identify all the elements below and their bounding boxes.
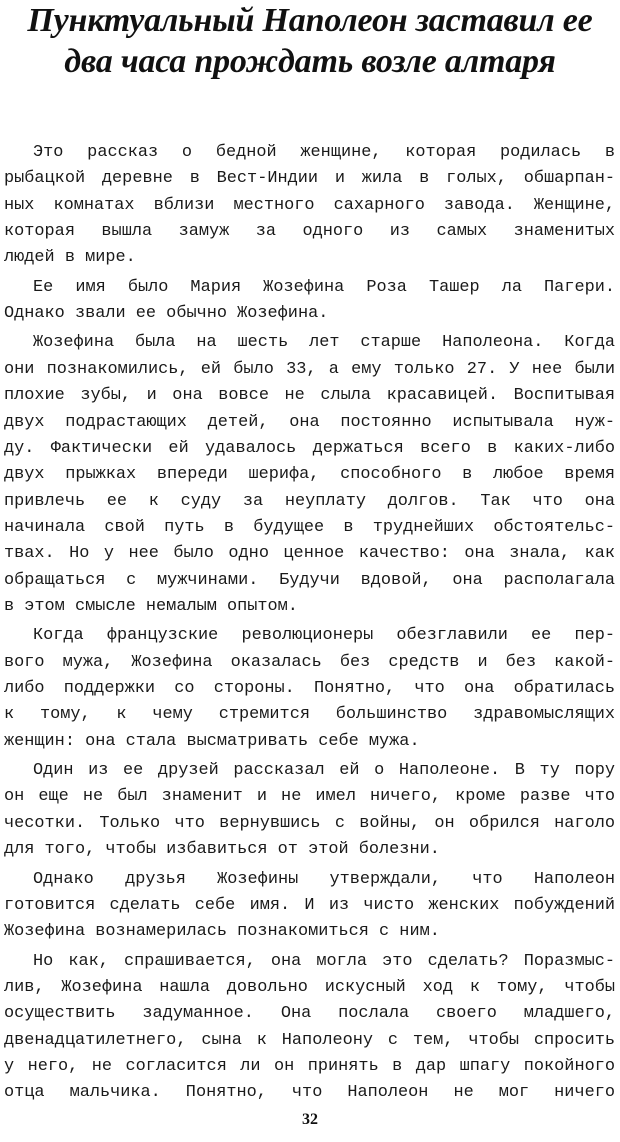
text-line: твах. Но у нее было одно ценное качество: она знала, как bbox=[4, 544, 615, 564]
chapter-title-line-2: два часа прождать возле алтаря bbox=[64, 43, 556, 80]
text-line: он еще не был знаменит и не имел ничего, кроме разве что bbox=[4, 787, 615, 807]
text-line: для того, чтобы избавиться от этой болезни. bbox=[4, 840, 440, 860]
text-line: обращаться с мужчинами. Будучи вдовой, она располагала bbox=[4, 570, 615, 590]
text-line: женщин: она стала высматривать себе мужа. bbox=[4, 731, 420, 751]
text-line: Жозефина была на шесть лет старше Наполеона. Когда bbox=[33, 333, 615, 353]
text-line: Но как, спрашивается, она могла это сделать? Поразмыс- bbox=[33, 951, 615, 971]
text-line: которая вышла замуж за одного из самых знаменитых bbox=[4, 222, 615, 242]
page-number: 32 bbox=[302, 1111, 318, 1128]
text-line: плохие зубы, и она вовсе не слыла красавицей. Воспитывая bbox=[4, 386, 615, 406]
text-line: вого мужа, Жозефина оказалась без средств и без какой- bbox=[4, 652, 615, 672]
text-line: либо поддержки со стороны. Понятно, что она обратилась bbox=[4, 679, 615, 698]
text-line: Один из ее друзей рассказал ей о Наполеоне. В ту пору bbox=[33, 761, 615, 781]
text-line: ду. Фактически ей удавалось держаться всего в каких-либо bbox=[4, 438, 615, 458]
text-line: в этом смысле немалым опытом. bbox=[4, 597, 298, 616]
text-line: они познакомились, ей было 33, а ему только 27. У нее были bbox=[4, 359, 615, 379]
text-line: Однако друзья Жозефины утверждали, что Наполеон bbox=[33, 869, 615, 889]
text-line: Когда французские революционеры обезглавили ее пер- bbox=[33, 626, 615, 646]
text-line: начинала свой путь в будущее в труднейших обстоятельс- bbox=[4, 517, 615, 537]
text-line: людей в мире. bbox=[4, 248, 136, 268]
text-line: привлечь ее к суду за неуплату долгов. Так что она bbox=[4, 491, 615, 511]
text-line: Это рассказ о бедной женщине, которая родилась в bbox=[33, 143, 615, 162]
chapter-title-line-1: Пунктуальный Наполеон заставил ее bbox=[27, 2, 593, 39]
chapter-title bbox=[0, 0, 620, 82]
text-line: осуществить задуманное. Она послала своего младшего, bbox=[4, 1004, 615, 1024]
text-line: готовится сделать себе имя. И из чисто женских побуждений bbox=[4, 895, 615, 915]
text-line: лив, Жозефина нашла довольно искусный ход к тому, чтобы bbox=[4, 977, 615, 997]
text-line: Ее имя было Мария Жозефина Роза Ташер ла Пагери. bbox=[33, 277, 615, 297]
text-line: двух прыжках впереди шерифа, способного в любое время bbox=[4, 465, 615, 485]
text-line: двух подрастающих детей, она постоянно испытывала нуж- bbox=[4, 412, 615, 432]
text-line: Однако звали ее обычно Жозефина. bbox=[4, 304, 329, 324]
text-line: у него, не согласится ли он принять в дар шпагу покойного bbox=[4, 1056, 615, 1076]
text-line: ных комнатах вблизи местного сахарного завода. Женщине, bbox=[4, 195, 615, 215]
text-line: рыбацкой деревне в Вест-Индии и жила в голых, обшарпан- bbox=[4, 169, 615, 189]
text-line: чесотки. Только что вернувшись с войны, он обрился наголо bbox=[4, 813, 615, 833]
text-line: к тому, к чему стремится большинство здравомыслящих bbox=[4, 705, 615, 725]
text-line: двенадцатилетнего, сына к Наполеону с тем, чтобы спросить bbox=[4, 1030, 615, 1050]
text-line: отца мальчика. Понятно, что Наполеон не мог ничего bbox=[4, 1083, 615, 1103]
text-line: Жозефина вознамерилась познакомиться с ним. bbox=[4, 922, 440, 942]
